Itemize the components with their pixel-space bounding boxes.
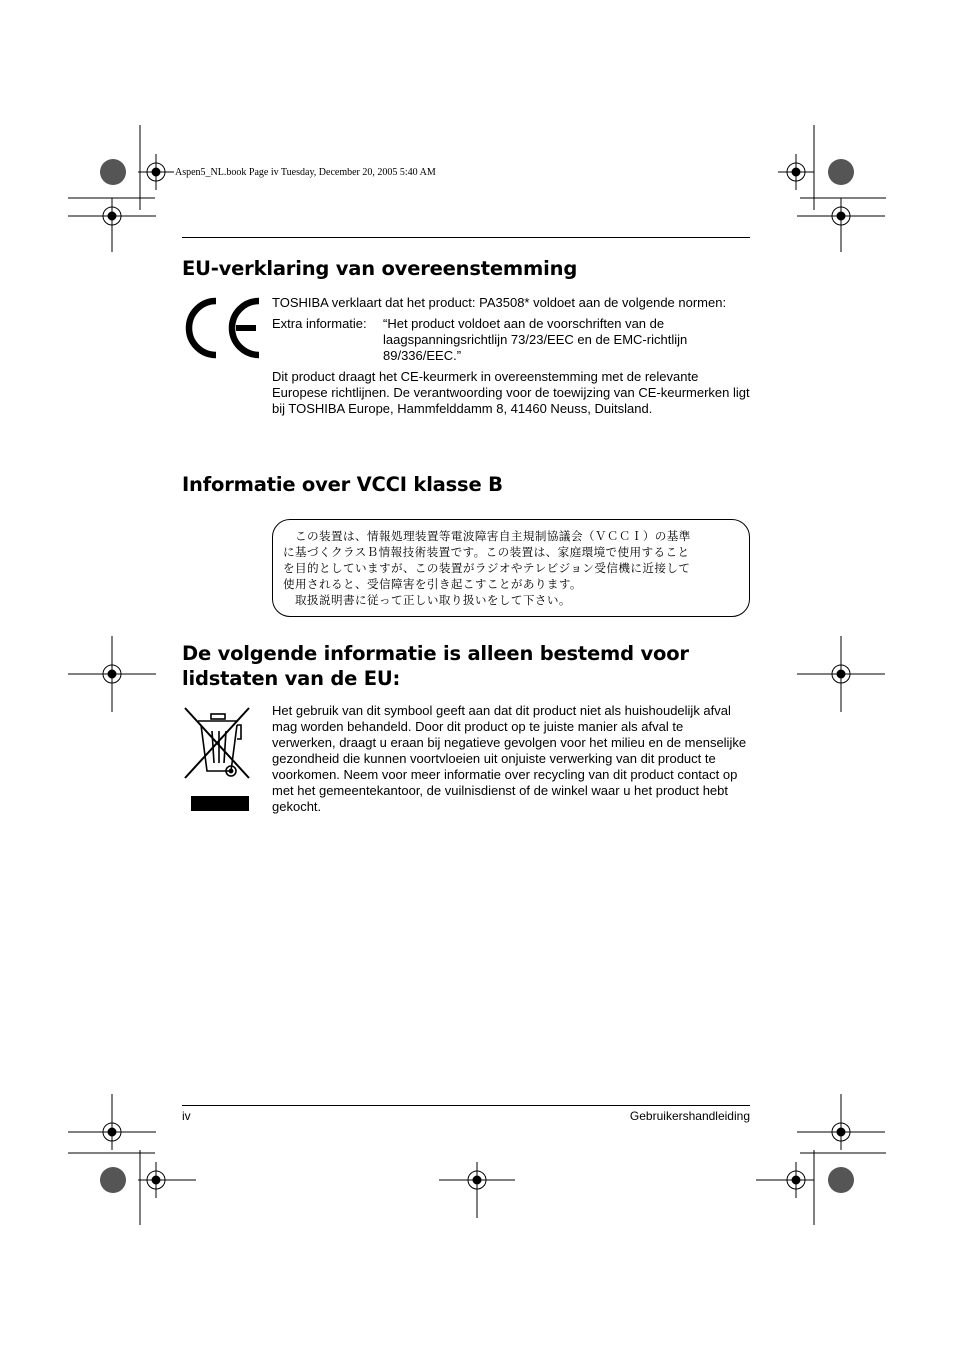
ce-mark-icon: [182, 297, 262, 359]
eu-declaration-heading: EU-verklaring van overeenstemming: [182, 257, 578, 280]
weee-paragraph: Het gebruik van dit symbool geeft aan dat dit product niet als huishoudelijk afval mag worden behandeld. Door dit product op te juiste manier als afval te verwerken, draagt u eraan bij negatieve gevolgen voor het milieu en de menselijke gezondheid die kunnen voortvloeien uit onjuiste verwerking van dit product te voorkomen. Neem voor meer informatie over recycling van dit product contact op met het gemeentekantoor, de vuilnisdienst of de winkel waar u het product hebt gekocht.: [272, 703, 747, 814]
vcci-notice-text: [283, 528, 741, 608]
header-rule: [182, 237, 750, 238]
eu-declaration-statement: TOSHIBA verklaart dat het product: PA3508* voldoet aan de volgende normen:: [272, 295, 727, 310]
footer-rule: [182, 1105, 750, 1106]
weee-heading-line1: De volgende informatie is alleen bestemd voor: [182, 642, 689, 665]
vcci-line: 取扱説明書に従って正しい取り扱いをして下さい。: [283, 593, 571, 607]
vcci-line: 使用されると、受信障害を引き起こすことがあります。: [283, 577, 582, 591]
vcci-line: に基づくクラスＢ情報技術装置です。この装置は、家庭環境で使用すること: [283, 545, 690, 559]
eu-declaration-body: [272, 295, 750, 417]
vcci-line: を目的としていますが、この装置がラジオやテレビジョン受信機に近接して: [283, 561, 691, 575]
manual-title: Gebruikershandleiding: [629, 1109, 750, 1123]
book-file-info: Aspen5_NL.book Page iv Tuesday, December 20, 2005 5:40 AM: [175, 167, 436, 178]
page-number: iv: [182, 1109, 191, 1123]
ce-mark-statement: Dit product draagt het CE-keurmerk in overeenstemming met de relevante Europese richtlijnen. De verantwoording voor de toewijzing van CE-keurmerken ligt bij TOSHIBA Europe, Hammfelddamm 8, 41460 Neuss, Duitsland.: [272, 369, 750, 416]
vcci-heading: Informatie over VCCI klasse B: [182, 473, 503, 496]
weee-heading: [182, 641, 689, 691]
weee-heading-line2: lidstaten van de EU:: [182, 667, 401, 690]
weee-body: [272, 703, 750, 815]
extra-info-label: Extra informatie:: [272, 316, 367, 331]
vcci-line: この装置は、情報処理装置等電波障害自主規制協議会（ＶＣＣＩ）の基準: [283, 529, 691, 543]
extra-info-row: [272, 316, 750, 364]
extra-info-value: “Het product voldoet aan de voorschriften van de laagspanningsrichtlijn 73/23/EEC en de EMC-richtlijn 89/336/EEC.”: [383, 316, 688, 363]
crossed-out-wheelie-bin-icon: [182, 705, 254, 813]
